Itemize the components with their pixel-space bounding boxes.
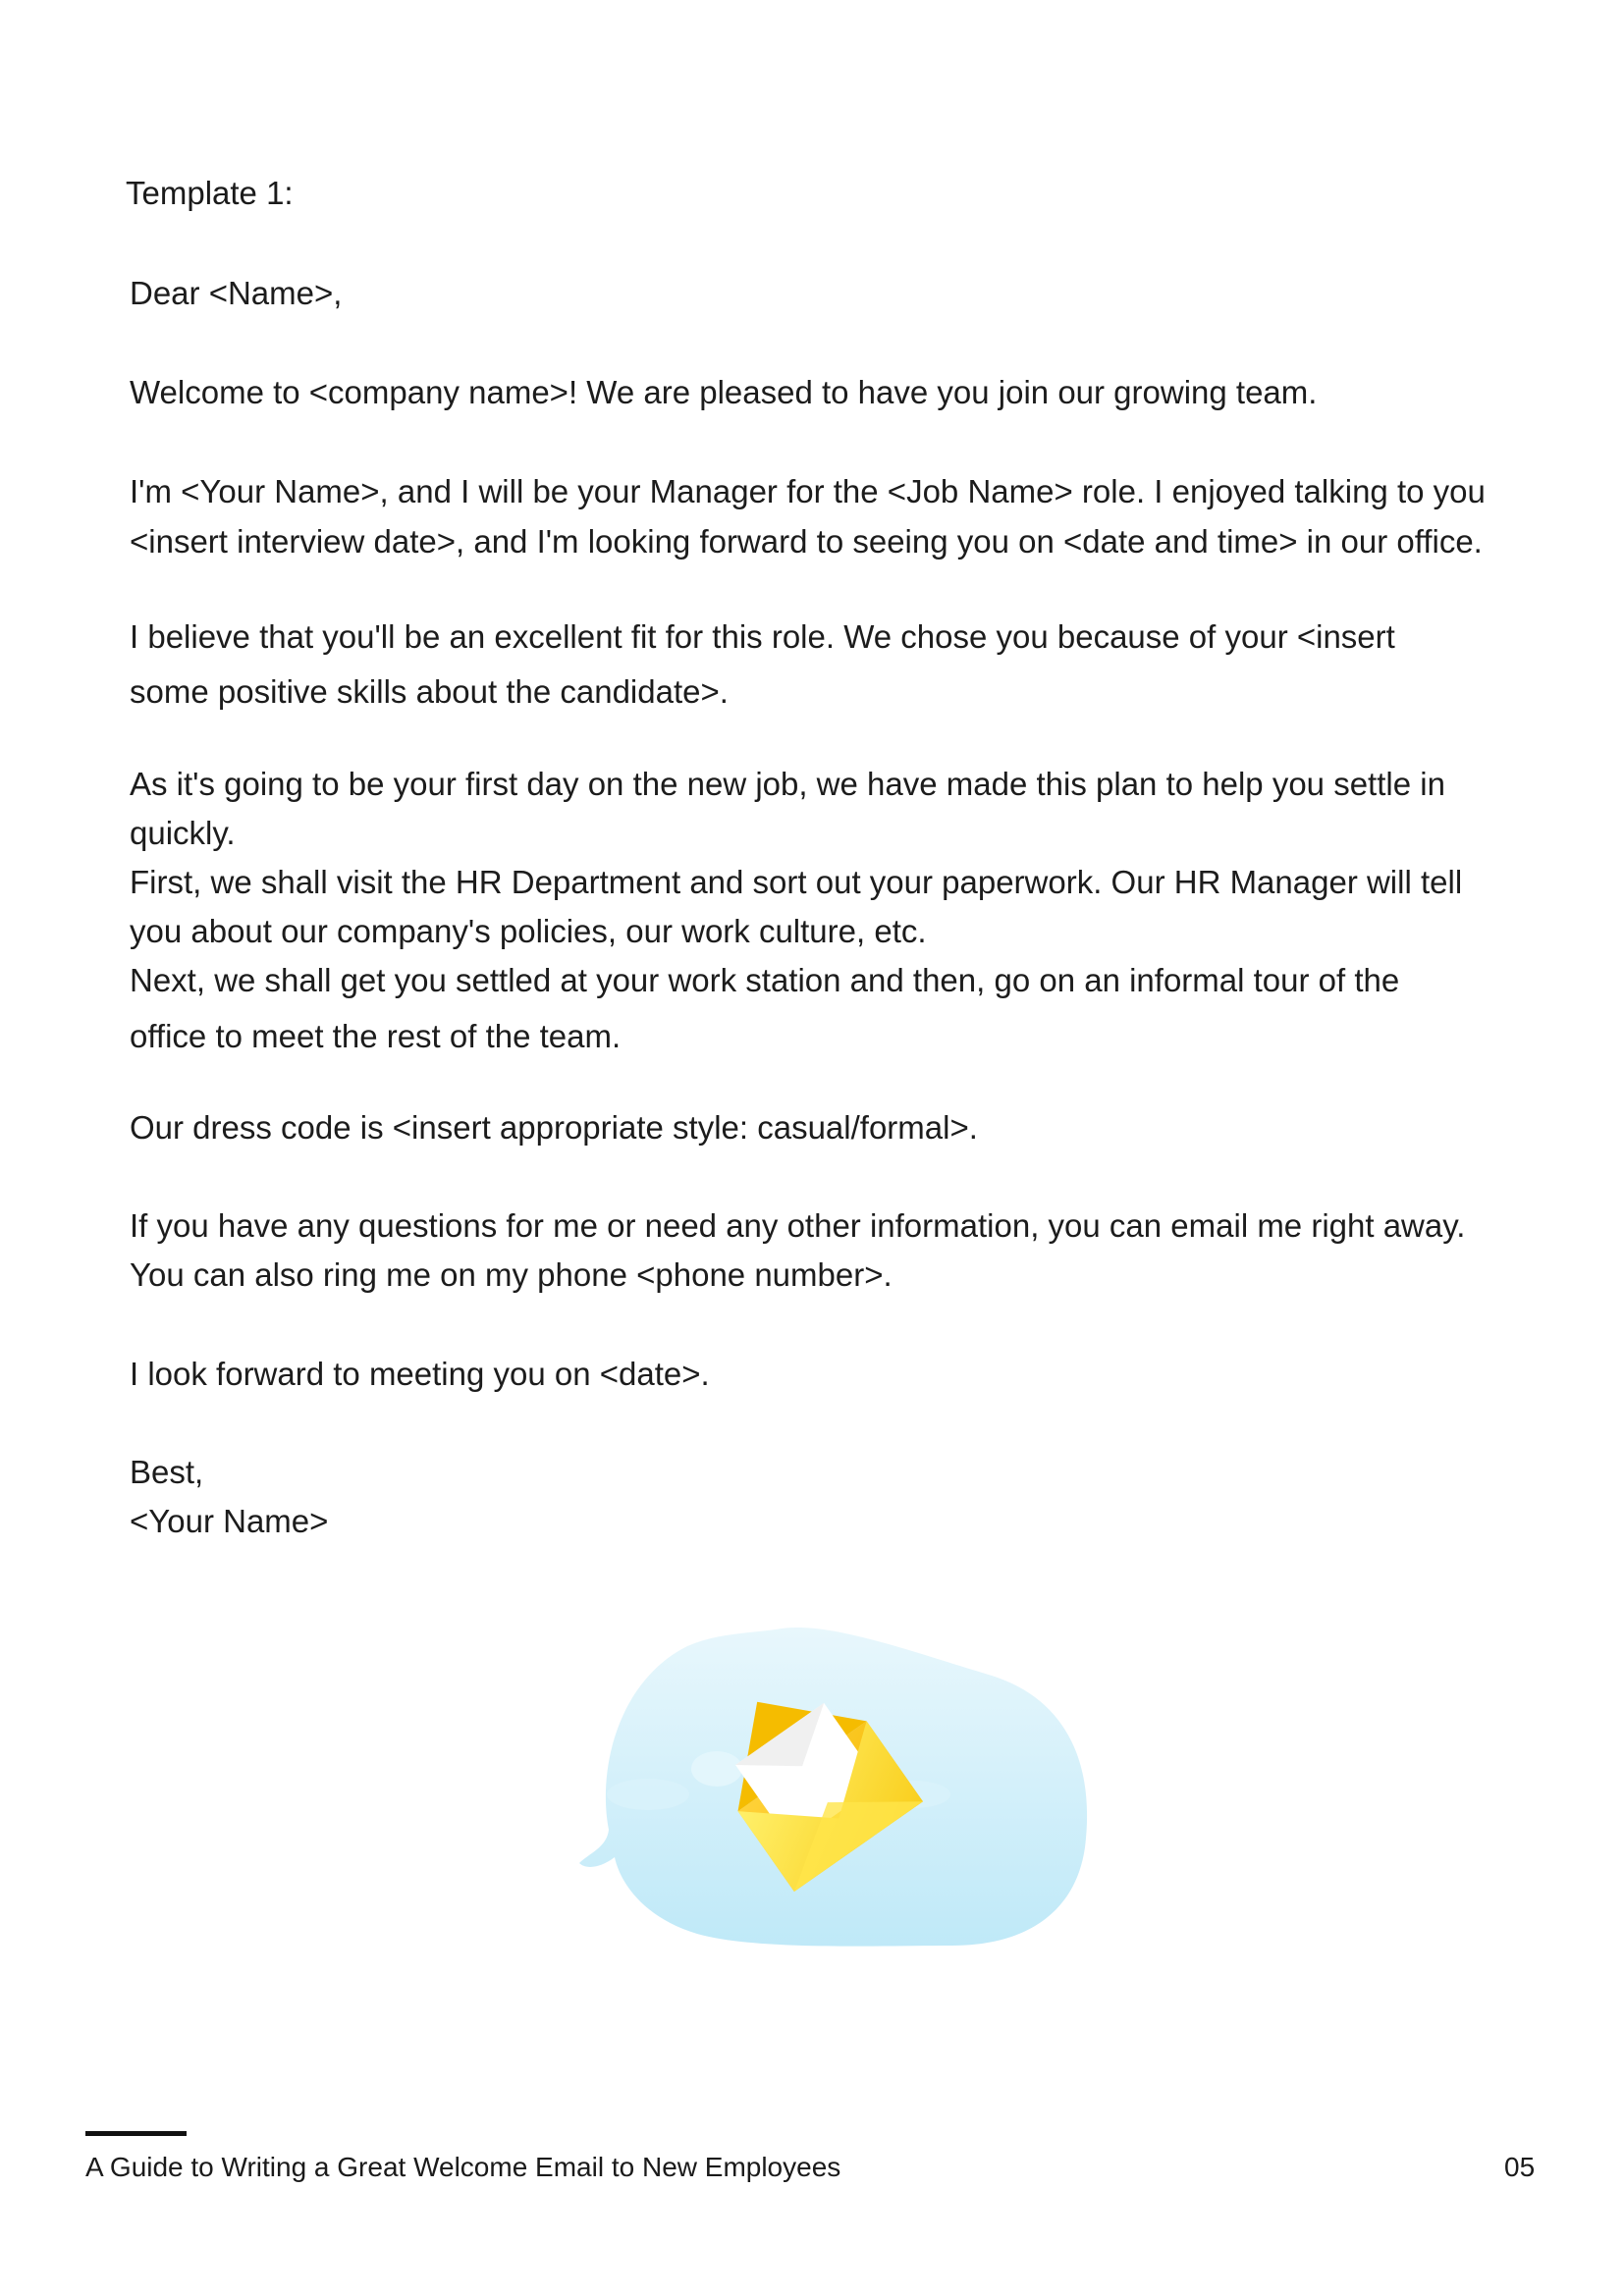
believe-line-1: I believe that you'll be an excellent fit for this role. We chose you because of your <insert [130, 618, 1395, 655]
first-line-2: you about our company's policies, our work culture, etc. [130, 913, 927, 949]
look-forward-line: I look forward to meeting you on <date>. [130, 1356, 710, 1392]
footer-rule [85, 2131, 187, 2136]
cloud-shape [607, 1779, 689, 1810]
believe-line-2: some positive skills about the candidate>. [130, 673, 729, 710]
template-label: Template 1: [126, 175, 294, 211]
dress-code-line: Our dress code is <insert appropriate style: casual/formal>. [130, 1109, 978, 1146]
plan-line-2: quickly. [130, 815, 236, 851]
greeting: Dear <Name>, [130, 275, 343, 311]
cloud-shape [691, 1751, 742, 1787]
questions-line-1: If you have any questions for me or need any other information, you can email me right away. [130, 1207, 1466, 1244]
signature: <Your Name> [130, 1503, 329, 1539]
intro-line-2: <insert interview date>, and I'm looking forward to seeing you on <date and time> in our office. [130, 523, 1483, 560]
questions-line-2: You can also ring me on my phone <phone number>. [130, 1256, 893, 1293]
intro-line-1: I'm <Your Name>, and I will be your Manager for the <Job Name> role. I enjoyed talking to you [130, 473, 1486, 509]
envelope-in-speech-bubble-icon [579, 1622, 1100, 1955]
welcome-line: Welcome to <company name>! We are pleased to have you join our growing team. [130, 374, 1318, 410]
plan-line-1: As it's going to be your first day on the new job, we have made this plan to help you settle in [130, 766, 1445, 802]
signoff: Best, [130, 1454, 204, 1490]
footer-title: A Guide to Writing a Great Welcome Email to New Employees [85, 2152, 841, 2182]
first-line-1: First, we shall visit the HR Department and sort out your paperwork. Our HR Manager will tell [130, 864, 1463, 900]
next-line-2: office to meet the rest of the team. [130, 1018, 622, 1054]
page-number: 05 [1504, 2152, 1536, 2182]
next-line-1: Next, we shall get you settled at your work station and then, go on an informal tour of the [130, 962, 1400, 998]
